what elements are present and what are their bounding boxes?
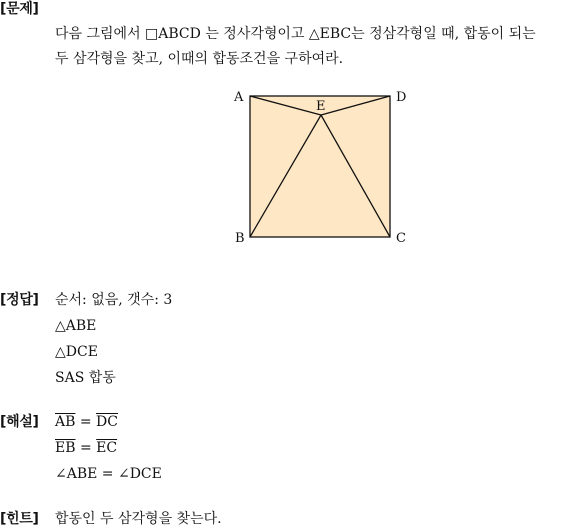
label-b: B (235, 231, 245, 246)
problem-text-line-1: 다음 그림에서 □ABCD 는 정사각형이고 △EBC는 정삼각형일 때, 합동이 되는 (55, 26, 536, 42)
label-d: D (396, 90, 407, 105)
hint-tag: [힌트] (0, 511, 39, 527)
explanation-tag: [해설] (0, 414, 39, 430)
answer-tag: [정답] (0, 292, 39, 308)
segment-ec: $\overline{EC}$ (96, 440, 118, 456)
answer-order-count: 순서: 없음, 갯수: 3 (55, 292, 173, 308)
label-a: A (234, 90, 244, 105)
answer-triangle-2: △DCE (55, 344, 98, 360)
answer-triangle-1: △ABE (55, 318, 97, 334)
equals-sign: = (75, 440, 97, 456)
square-triangle-figure (226, 82, 426, 252)
answer-congruence-condition: SAS 합동 (55, 370, 116, 386)
label-c: C (396, 231, 406, 246)
label-e: E (316, 99, 326, 114)
explanation-line-1 (55, 413, 118, 431)
equals-sign: = (75, 414, 97, 430)
segment-eb: $\overline{EB}$ (55, 440, 76, 456)
segment-dc: $\overline{DC}$ (96, 414, 118, 430)
problem-tag: [문제] (0, 1, 39, 17)
segment-ab: $\overline{AB}$ (55, 414, 76, 430)
explanation-line-2 (55, 439, 117, 457)
explanation-line-3: ∠ABE = ∠DCE (55, 466, 162, 482)
problem-text-line-2: 두 삼각형을 찾고, 이때의 합동조건을 구하여라. (55, 51, 344, 67)
hint-text: 합동인 두 삼각형을 찾는다. (55, 511, 222, 527)
